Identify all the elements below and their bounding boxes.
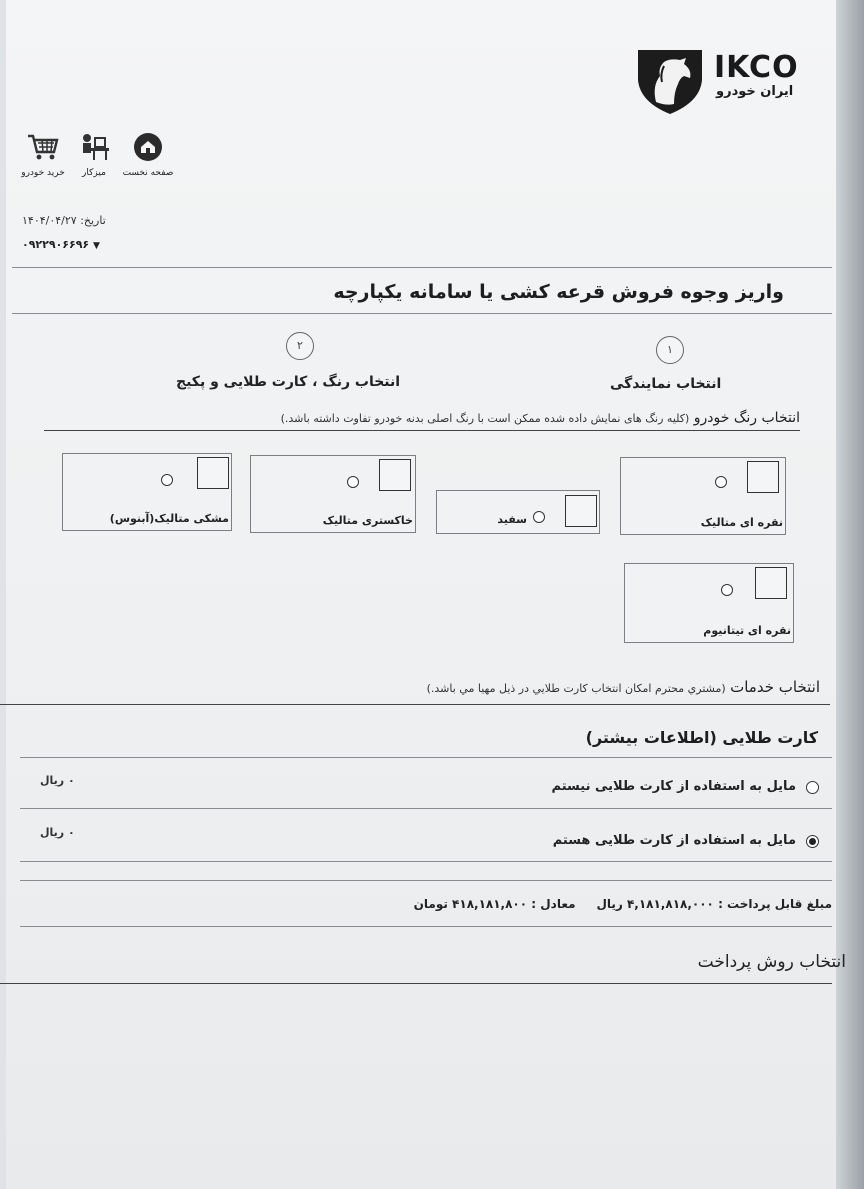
- divider: [0, 704, 830, 705]
- gold-card-no-price: ۰ ریال: [40, 774, 75, 787]
- gold-card-yes-label[interactable]: مایل به استفاده از کارت طلایی هستم: [552, 833, 796, 848]
- divider: [12, 267, 832, 268]
- divider: [20, 808, 832, 809]
- logo-subtext: ایران خودرو: [716, 84, 794, 99]
- payment-method-title: انتخاب روش پرداخت: [697, 952, 846, 972]
- page-title: واریز وجوه فروش قرعه کشی یا سامانه یکپارچه: [333, 281, 784, 303]
- desk-icon: [77, 132, 111, 162]
- color-option-black-metallic[interactable]: [62, 453, 232, 531]
- color-label: خاکستری متالیک: [322, 514, 413, 527]
- date-row: [22, 214, 106, 227]
- divider: [20, 861, 832, 862]
- services-section-label: انتخاب خدمات: [730, 678, 820, 696]
- color-label: سفید: [497, 513, 527, 526]
- color-radio[interactable]: [161, 474, 173, 486]
- color-radio[interactable]: [533, 511, 545, 523]
- color-section-note: (کلیه رنگ های نمایش داده شده ممکن است با رنگ اصلی بدنه خودرو تفاوت داشته باشد.): [280, 412, 690, 425]
- user-phone: ۰۹۲۲۹۰۶۶۹۶: [22, 238, 90, 251]
- services-section-title: [427, 678, 820, 696]
- color-option-gray-metallic[interactable]: [250, 455, 416, 533]
- divider: [20, 880, 832, 881]
- nav-desk[interactable]: [74, 132, 114, 178]
- payment-amount-toman: ۴۱۸,۱۸۱,۸۰۰ تومان: [413, 897, 528, 911]
- payment-amount-rial: ۴,۱۸۱,۸۱۸,۰۰۰ ریال: [596, 897, 714, 911]
- step-2-label: انتخاب رنگ ، کارت طلایی و پکیج: [176, 374, 401, 390]
- gold-card-title[interactable]: کارت طلایی (اطلاعات بیشتر): [585, 728, 818, 747]
- ikco-logo[interactable]: [634, 46, 814, 116]
- color-radio[interactable]: [721, 584, 733, 596]
- color-option-silver-metallic[interactable]: [620, 457, 786, 535]
- nav-buy-car-label: خرید خودرو: [21, 168, 65, 178]
- color-radio[interactable]: [347, 476, 359, 488]
- color-option-white[interactable]: [436, 490, 600, 534]
- nav-home[interactable]: [116, 132, 180, 178]
- nav-desk-label: میزکار: [82, 168, 106, 178]
- step-1-label: انتخاب نمایندگی: [610, 376, 722, 392]
- color-label: نقره ای تیتانیوم: [703, 624, 791, 637]
- payment-equivalent-label: معادل :: [531, 897, 576, 911]
- payment-amount-label: مبلغ قابل پرداخت :: [718, 897, 832, 911]
- cart-icon: [26, 132, 60, 162]
- color-swatch: [379, 459, 411, 491]
- gold-card-yes-price: ۰ ریال: [40, 826, 75, 839]
- color-section-label: انتخاب رنگ خودرو: [693, 410, 800, 426]
- color-radio[interactable]: [715, 476, 727, 488]
- color-option-titanium-silver[interactable]: [624, 563, 794, 643]
- gold-card-no-label[interactable]: مایل به استفاده از کارت طلایی نیستم: [551, 779, 796, 794]
- color-swatch: [197, 457, 229, 489]
- date-label: تاریخ:: [80, 214, 106, 227]
- color-swatch: [747, 461, 779, 493]
- color-label: نقره ای متالیک: [700, 516, 783, 529]
- page-edge: [836, 0, 864, 1189]
- user-phone-dropdown[interactable]: [22, 238, 100, 251]
- color-swatch: [565, 495, 597, 527]
- divider: [20, 926, 832, 927]
- divider: [44, 430, 800, 431]
- date-value: ۱۴۰۴/۰۴/۲۷: [22, 214, 77, 227]
- caret-down-icon: ▼: [92, 241, 100, 251]
- home-icon: [133, 132, 163, 162]
- color-section-title: [281, 410, 800, 426]
- nav-buy-car[interactable]: [12, 132, 74, 178]
- divider: [0, 983, 832, 984]
- divider: [12, 313, 832, 314]
- horse-shield-icon: [634, 46, 706, 116]
- services-section-note: (مشتري محترم امكان انتخاب كارت طلايي در ذيل مهيا مي باشد.): [426, 682, 726, 695]
- gold-card-no-radio[interactable]: [806, 781, 819, 794]
- color-swatch: [755, 567, 787, 599]
- step-2-circle[interactable]: ۲: [286, 332, 314, 360]
- divider: [20, 757, 832, 758]
- payment-amount-row: [414, 897, 832, 911]
- logo-text: IKCO: [714, 50, 799, 85]
- step-1-circle[interactable]: ۱: [656, 336, 684, 364]
- color-label: مشکی متالیک(آبنوس): [109, 512, 229, 525]
- gold-card-yes-radio[interactable]: [806, 835, 819, 848]
- nav-home-label: صفحه نخست: [122, 168, 174, 178]
